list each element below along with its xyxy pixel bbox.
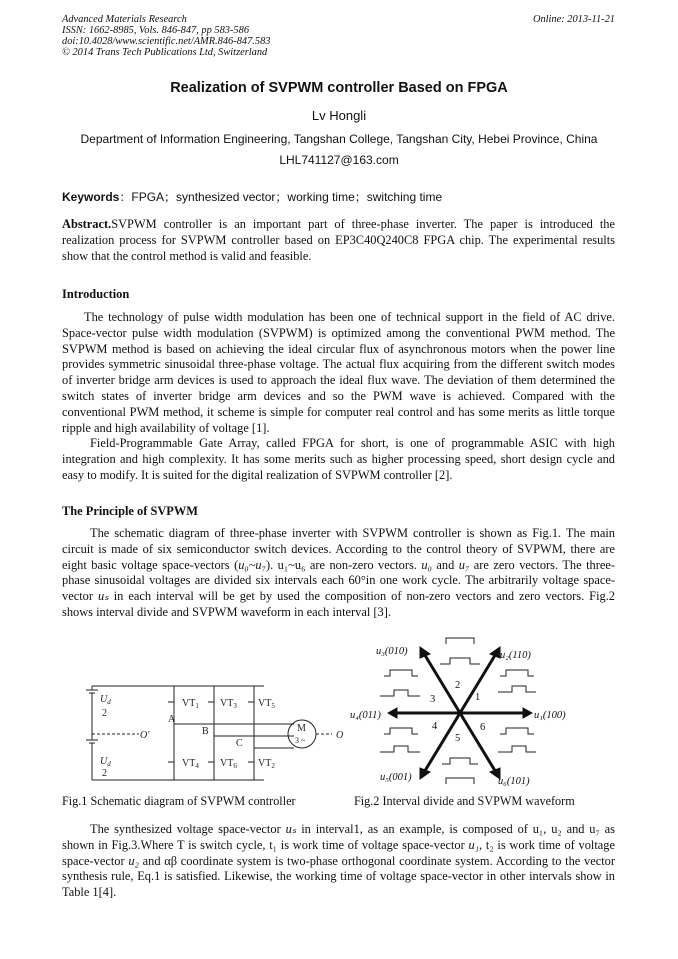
text-run: are zero vectors. The three-phase sinusoidal voltages are divided six intervals each 60°in one work cycle. The arbitrarily voltage space-vector — [62, 557, 615, 604]
principle-paragraph-1 — [62, 526, 615, 621]
intro-paragraph-2: Field-Programmable Gate Array, called FPGA for short, is one of programmable ASIC with high integration and high complexity. It has some merits such as higher processing speed, short design cycle and easy to modify. It is suited for the digital realization of SVPWM controller [2]. — [62, 436, 615, 482]
vector-u1-label: u₁(100) — [534, 710, 566, 721]
issn-line: ISSN: 1662-8985, Vols. 846-847, pp 583-586 — [62, 25, 250, 36]
text-run: ). u₁~u₆ are non-zero vectors. — [265, 557, 422, 572]
switch-vt3-subscript: 3 — [233, 702, 237, 710]
switch-vt1-label: VT — [182, 698, 196, 709]
vector-u6-label: u₆(101) — [498, 776, 530, 787]
switch-vt1-subscript: 1 — [195, 702, 199, 710]
author-name: Lv Hongli — [311, 108, 367, 123]
text-run: The schematic diagram of three-phase inverter with SVPWM controller is shown as Fig.1. The main circuit is made of six semiconductor switch devices. According to the control theory of SVPWM, there are eight basic voltage space-vectors ( — [62, 526, 615, 572]
vector-u2-label: u₂(110) — [500, 650, 531, 661]
dc-voltage-top-label: U — [100, 694, 108, 705]
keywords-label: Keywords — [62, 190, 120, 204]
keywords — [62, 188, 442, 205]
sector-6-label: 6 — [480, 722, 486, 733]
abstract — [62, 217, 615, 264]
intro-paragraph-1: The technology of pulse width modulation has been one of technical support in the field of AC drive. Space-vector pulse width modulation (SVPWM) is optimized among the conventional PWM method. The SVPWM method is based on achieving the ideal circular flux of asynchronous motors when the power line provides symmetric sinusoidal three-phase voltage. The actual flux acquiring from the different switch modes of inverter bridge arm devices is used to approach the ideal flux wave. The deviation of them determined the switch states of inverter bridge arm devices and so the PWM wave is achieved. Compared with the conventional PWM method, it scheme is simple for computer real control and has some merits as little torque ripple and high availability of voltage [1]. — [62, 310, 615, 435]
switch-vt6-label: VT — [220, 758, 234, 769]
phase-a-label: A — [168, 714, 176, 725]
author-email: LHL741127@163.com — [279, 153, 399, 167]
sector-5-label: 5 — [455, 733, 461, 744]
phase-b-label: B — [202, 726, 209, 737]
neutral-point-dc-label: O' — [140, 730, 150, 741]
text-run: u₂ — [128, 853, 139, 868]
text-run: u₀ — [421, 557, 432, 572]
text-run: u₇ — [458, 557, 470, 572]
text-run: and — [431, 557, 459, 572]
abstract-label: Abstract. — [62, 217, 112, 231]
svg-text:Ud — [100, 694, 111, 706]
text-run: The synthesized voltage space-vector — [90, 822, 286, 836]
svg-text:VT4 — [182, 758, 199, 770]
text-run: in each interval will be get by used the composition of non-zero vectors and zero vectors. Fig.2 shows interval divide and SVPWM waveform in each interval [3]. — [62, 589, 616, 619]
vector-u3-label: u₃(010) — [376, 646, 408, 657]
svg-text:Ud — [100, 756, 111, 768]
switch-vt6-subscript: 6 — [233, 762, 237, 770]
text-run: in interval1, as an example, is composed of u₁, u₂ and u₇ as shown in Fig.3.Where T is switch cycle, t₁ is work time of voltage space-vector — [62, 822, 615, 852]
abstract-text: SVPWM controller is an important part of three-phase inverter. The paper is introduced the realization process for SVPWM controller based on EP3C40Q240C8 FPGA chip. The experimental results show that the control method is valid and feasible. — [62, 217, 615, 263]
dc-voltage-bottom-label: U — [100, 756, 108, 767]
text-run: uₛ — [285, 822, 297, 836]
fig2-vector-diagram — [350, 634, 612, 790]
doi-line: doi:10.4028/www.scientific.net/AMR.846-847.583 — [62, 36, 271, 47]
fig1-schematic — [64, 676, 354, 788]
affiliation: Department of Information Engineering, Tangshan College, Tangshan City, Hebei Province, China — [80, 132, 598, 146]
vector-u5-label: u₅(001) — [380, 772, 412, 783]
section-heading-introduction: Introduction — [62, 287, 130, 301]
svg-text:VT1 — [182, 698, 199, 710]
section-heading-principle: The Principle of SVPWM — [62, 504, 198, 518]
svg-text:VT2 — [258, 758, 275, 770]
neutral-point-motor-label: O — [336, 730, 344, 741]
switch-vt4-label: VT — [182, 758, 196, 769]
fig1-caption: Fig.1 Schematic diagram of SVPWM controller — [62, 794, 296, 808]
journal-name: Advanced Materials Research — [62, 14, 187, 25]
fig2-caption: Fig.2 Interval divide and SVPWM waveform — [354, 794, 575, 808]
motor-label: M — [297, 723, 306, 734]
svg-text:VT3 — [220, 698, 237, 710]
svg-text:VT5 — [258, 698, 275, 710]
switch-vt2-subscript: 2 — [271, 762, 275, 770]
text-run: u₁ — [468, 837, 480, 852]
switch-vt5-subscript: 5 — [271, 702, 275, 710]
dc-voltage-top-subscript: d — [107, 698, 111, 706]
text-run: uₛ — [97, 589, 109, 604]
dc-voltage-bottom-subscript: d — [107, 760, 111, 768]
svg-text:VT6 — [220, 758, 237, 770]
switch-vt2-label: VT — [258, 758, 272, 769]
dc-voltage-top-denominator: 2 — [102, 708, 107, 719]
vector-u4-label: u₄(011) — [350, 710, 381, 721]
copyright-line: © 2014 Trans Tech Publications Ltd, Switzerland — [62, 47, 268, 58]
principle-paragraph-2 — [62, 822, 615, 901]
sector-3-label: 3 — [430, 694, 436, 705]
keywords-text: ：FPGA；synthesized vector；working time；switching time — [119, 190, 443, 204]
text-run: u₀~u₇ — [238, 557, 266, 572]
phase-c-label: C — [236, 738, 243, 749]
sector-1-label: 1 — [475, 692, 481, 703]
switch-vt3-label: VT — [220, 698, 234, 709]
switch-vt4-subscript: 4 — [195, 762, 199, 770]
motor-phase-label: 3 ~ — [295, 736, 306, 745]
online-date: Online: 2013-11-21 — [532, 14, 615, 25]
paper-title: Realization of SVPWM controller Based on FPGA — [170, 80, 508, 96]
sector-2-label: 2 — [455, 680, 461, 691]
text-run: , t₂ is work time of voltage space-vector — [62, 837, 615, 868]
dc-voltage-bottom-denominator: 2 — [102, 768, 107, 779]
sector-4-label: 4 — [432, 721, 438, 732]
switch-vt5-label: VT — [258, 698, 272, 709]
text-run: and αβ coordinate system is two-phase orthogonal coordinate system. According to the vector synthesis rule, Eq.1 is satisfied. Likewise, the working time of voltage space-vector in other intervals show in Table 1[4]. — [62, 853, 615, 900]
page-header — [62, 14, 615, 58]
